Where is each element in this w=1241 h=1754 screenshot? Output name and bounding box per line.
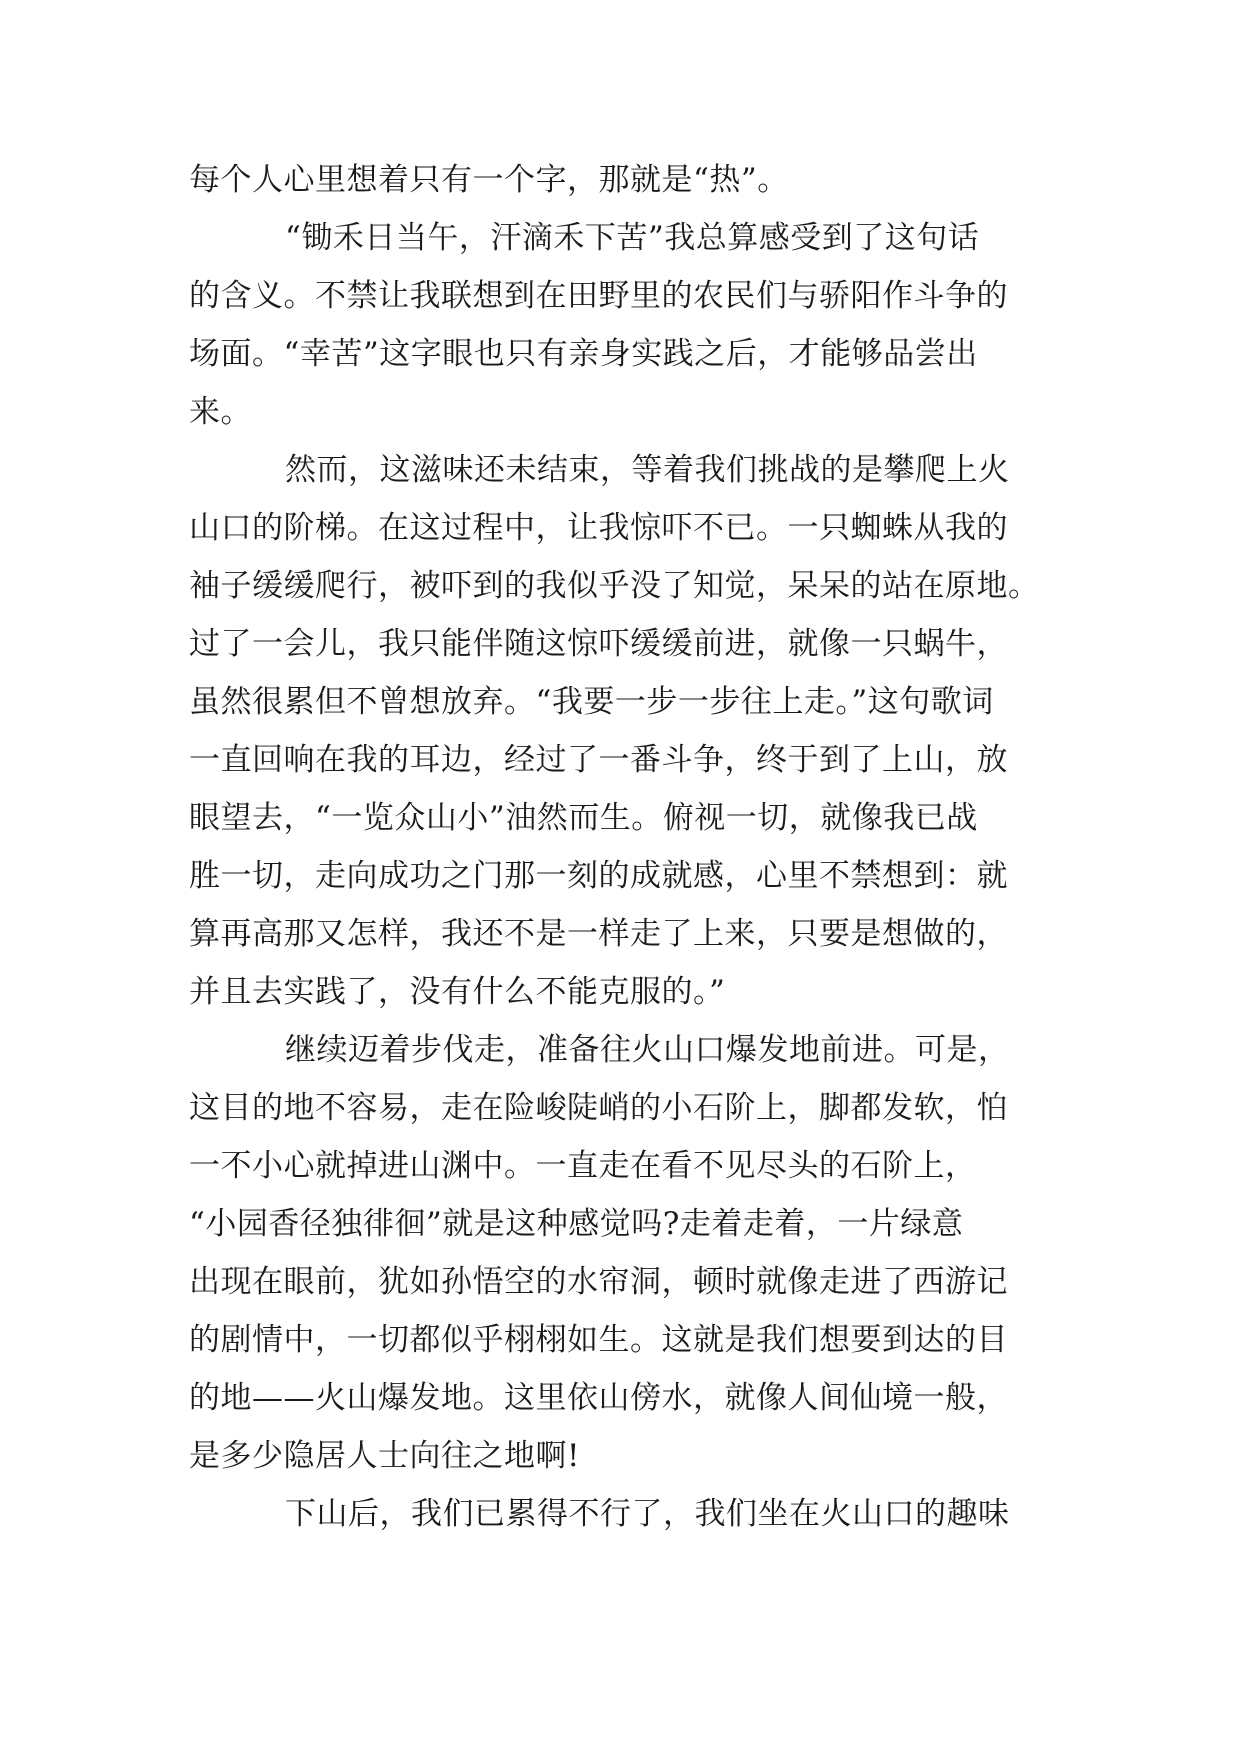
- text-line: 过了一会儿，我只能伴随这惊吓缓缓前进，就像一只蜗牛，: [189, 626, 1008, 662]
- text-line: 继续迈着步伐走，准备往火山口爆发地前进。可是，: [285, 1032, 1010, 1068]
- paragraph-5: [189, 1485, 1053, 1543]
- paragraph-3: [189, 441, 1053, 1021]
- text-line: 下山后，我们已累得不行了，我们坐在火山口的趣味: [285, 1496, 1010, 1532]
- paragraph-1: [189, 151, 1053, 209]
- text-line: 算再高那又怎样，我还不是一样走了上来，只要是想做的，: [189, 916, 1008, 952]
- text-line: “小园香径独徘徊”就是这种感觉吗?走着走着，一片绿意: [189, 1206, 964, 1242]
- text-line: 并且去实践了，没有什么不能克服的。”: [189, 974, 726, 1010]
- text-line: 一不小心就掉进山渊中。一直走在看不见尽头的石阶上，: [189, 1148, 977, 1184]
- text-line: “锄禾日当午，汗滴禾下苦”我总算感受到了这句话: [285, 220, 980, 256]
- paragraph-4: [189, 1021, 1053, 1485]
- text-line: 山口的阶梯。在这过程中，让我惊吓不已。一只蜘蛛从我的: [189, 510, 1008, 546]
- text-line: 一直回响在我的耳边，经过了一番斗争，终于到了上山，放: [189, 742, 1008, 778]
- text-line: 出现在眼前，犹如孙悟空的水帘洞，顿时就像走进了西游记: [189, 1264, 1008, 1300]
- text-line: 场面。“幸苦”这字眼也只有亲身实践之后，才能够品尝出: [189, 336, 978, 372]
- text-line: 的剧情中，一切都似乎栩栩如生。这就是我们想要到达的目: [189, 1322, 1008, 1358]
- text-line: 的地——火山爆发地。这里依山傍水，就像人间仙境一般，: [189, 1380, 1008, 1416]
- document-page: [189, 151, 1053, 1543]
- text-line: 袖子缓缓爬行，被吓到的我似乎没了知觉，呆呆的站在原地。: [189, 568, 1040, 604]
- text-line: 的含义。不禁让我联想到在田野里的农民们与骄阳作斗争的: [189, 278, 1008, 314]
- text-line: 胜一切，走向成功之门那一刻的成就感，心里不禁想到：就: [189, 858, 1008, 894]
- text-line: 然而，这滋味还未结束，等着我们挑战的是攀爬上火: [285, 452, 1010, 488]
- text-line: 这目的地不容易，走在险峻陡峭的小石阶上，脚都发软，怕: [189, 1090, 1008, 1126]
- text-line: 眼望去，“一览众山小”油然而生。俯视一切，就像我已战: [189, 800, 978, 836]
- text-line: 是多少隐居人士向往之地啊!: [189, 1438, 580, 1474]
- paragraph-2: [189, 209, 1053, 441]
- text-line: 每个人心里想着只有一个字，那就是“热”。: [189, 162, 789, 198]
- text-line: 来。: [189, 394, 252, 430]
- text-line: 虽然很累但不曾想放弃。“我要一步一步往上走。”这句歌词: [189, 684, 994, 720]
